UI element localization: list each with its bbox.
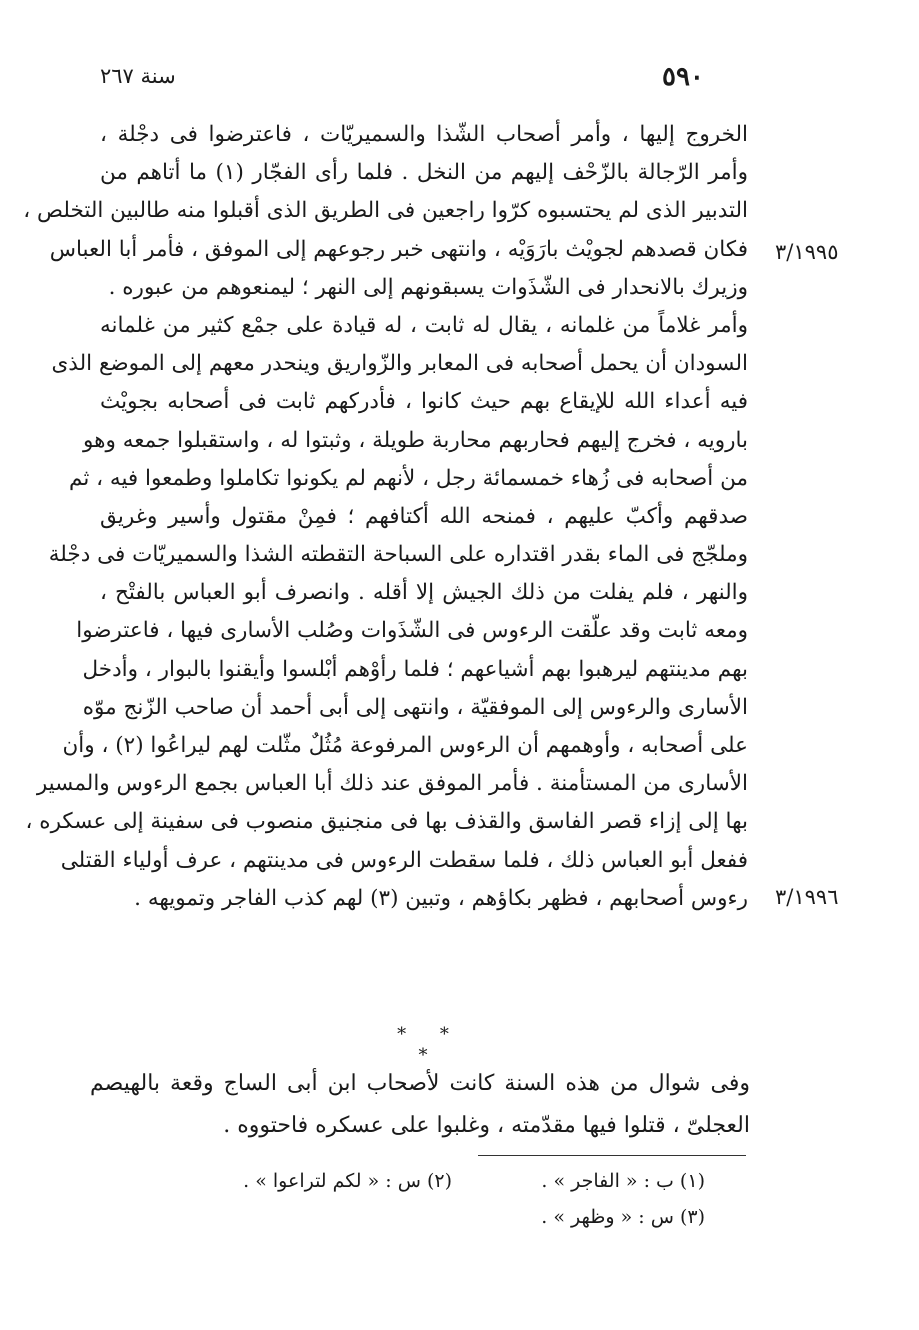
text-line: وأمر الرّجالة بالزّحْف إليهم من النخل . فلما رأى الفجّار (١) ما أتاهم من	[100, 160, 748, 186]
text-line: التدبير الذى لم يحتسبوه كرّوا راجعين فى الطريق الذى أقبلوا منه طالبين التخلص ،	[23, 198, 748, 224]
margin-reference: ٣/١٩٩٦	[775, 885, 839, 909]
text-line: فكان قصدهم لجويْث بارَوَيْه ، وانتهى خبر رجوعهم إلى الموفق ، فأمر أبا العباس	[49, 236, 748, 262]
text-line: الأسارى والرءوس إلى الموفقيّة ، وانتهى إلى أبى أحمد أن صاحب الزّنج موّه	[82, 694, 748, 720]
text-line: بهم مدينتهم ليرهبوا بهم أشياعهم ؛ فلما رأوْهم أبْلسوا وأيقنوا بالبوار ، وأدخل	[82, 656, 748, 682]
footnote: (٣) س : « وظهر » .	[541, 1206, 705, 1228]
text-line: على أصحابه ، وأوهمهم أن الرءوس المرفوعة مُثُلٌ مثّلت لهم ليراعُوا (٢) ، وأن	[62, 733, 748, 758]
text-line: بها إلى إزاء قصر الفاسق والقذف بها فى منجنيق منصوب فى سفينة إلى عسكره ،	[25, 809, 748, 835]
text-line: ومعه ثابت وقد علّقت الرءوس فى الشّذَوات وصُلب الأسارى فيها ، فاعترضوا	[76, 618, 748, 644]
footnote: (٢) س : « لكم لتراعوا » .	[243, 1170, 452, 1192]
section-separator: * * *	[397, 1024, 463, 1066]
running-header-year: سنة ٢٦٧	[100, 64, 176, 88]
text-line: رءوس أصحابهم ، فظهر بكاؤهم ، وتبين (٣) لهم كذب الفاجر وتمويهه .	[134, 885, 748, 911]
text-line: العجلىّ ، قتلوا فيها مقدّمته ، وغلبوا على عسكره فاحتووه .	[223, 1113, 750, 1138]
text-line: فيه أعداء الله للإيقاع بهم حيث كانوا ، فأدركهم ثابت فى أصحابه بجويْث	[100, 389, 748, 415]
closing-paragraph	[90, 1063, 750, 1147]
text-line: وزيرك بالانحدار فى الشّذَوات يسبقونهم إلى النهر ؛ ليمنعوهم من عبوره .	[108, 274, 748, 300]
text-line: من أصحابه فى زُهاء خمسمائة رجل ، لأنهم لم يكونوا تكاملوا وطمعوا فيه ، ثم	[69, 465, 748, 491]
text-line: وملجّج فى الماء بقدر اقتداره على السباحة التقطته الشذا والسميريّات فى دجْلة	[48, 542, 748, 568]
page-number: ٥٩٠	[662, 62, 704, 92]
text-line: الخروج إليها ، وأمر أصحاب الشّذا والسميريّات ، فاعترضوا فى دجْلة ،	[100, 122, 748, 147]
text-line: وأمر غلاماً من غلمانه ، يقال له ثابت ، له قيادة على جمْع كثير من غلمانه	[100, 312, 748, 338]
text-line: وفى شوال من هذه السنة كانت لأصحاب ابن أبى الساج وقعة بالهيصم	[90, 1071, 750, 1096]
main-text	[23, 116, 748, 918]
text-line: بارويه ، فخرج إليهم فحاربهم محاربة طويلة ، وثبتوا له ، واستقبلوا جمعه وهو	[83, 427, 748, 453]
text-line: الأسارى من المستأمنة . فأمر الموفق عند ذلك أبا العباس بجمع الرءوس والمسير	[36, 771, 748, 797]
text-line: ففعل أبو العباس ذلك ، فلما سقطت الرءوس فى مدينتهم ، عرف أولياء القتلى	[60, 847, 748, 873]
text-line: والنهر ، فلم يفلت من ذلك الجيش إلا أقله . وانصرف أبو العباس بالفتْح ،	[100, 580, 748, 606]
text-line: صدقهم وأكبّ عليهم ، فمنحه الله أكتافهم ؛ فمِنْ مقتول وأسير وغريق	[100, 503, 748, 529]
text-line: السودان أن يحمل أصحابه فى المعابر والزّواريق وينحدر معهم إلى الموضع الذى	[51, 351, 748, 377]
footnote-divider	[478, 1155, 746, 1156]
margin-reference: ٣/١٩٩٥	[775, 240, 839, 264]
footnote: (١) ب : « الفاجر » .	[541, 1170, 705, 1192]
